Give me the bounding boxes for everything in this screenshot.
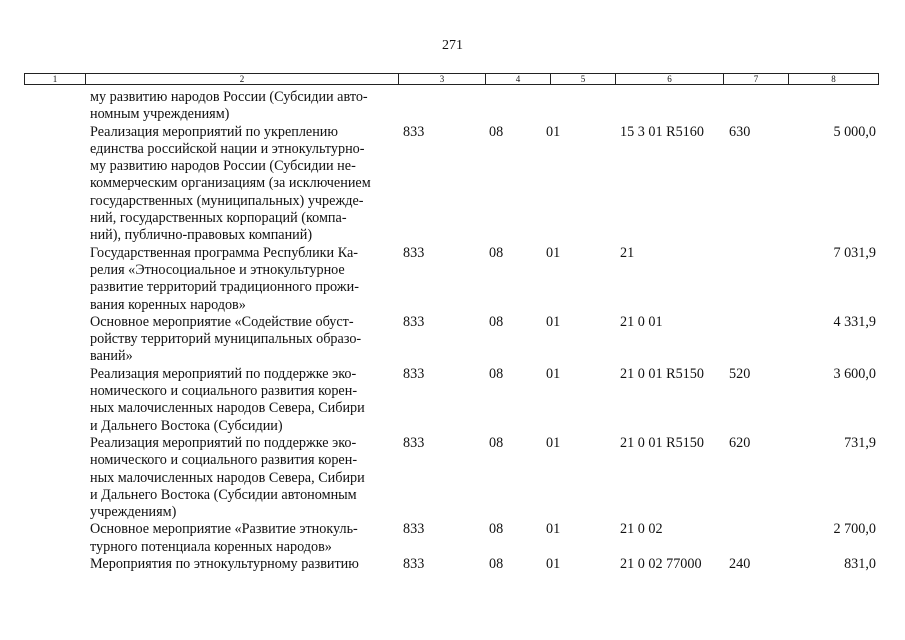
- row-name-line: ний), публично-правовых компаний): [90, 227, 313, 244]
- row-sum: 7 031,9: [833, 244, 876, 261]
- row-section-code: 08: [489, 365, 504, 382]
- row-target-article: 21 0 01 R5150: [620, 434, 704, 451]
- row-sum: 5 000,0: [833, 123, 876, 140]
- row-sum: 731,9: [844, 434, 876, 451]
- row-subsection-code: 01: [546, 521, 561, 538]
- row-name-line: единства российской нации и этнокультурно-: [90, 140, 365, 157]
- row-name-line: му развитию народов России (Субсидии не-: [90, 158, 356, 175]
- row-name-line: ных малочисленных народов Севера, Сибири: [90, 400, 365, 417]
- row-subsection-code: 01: [546, 313, 561, 330]
- header-col-7: 7: [723, 74, 788, 84]
- table-header-row: [24, 73, 879, 85]
- header-col-3: 3: [398, 74, 485, 84]
- row-target-article: 21: [620, 244, 635, 261]
- table-row: [0, 124, 905, 245]
- row-expense-type: 630: [729, 123, 751, 140]
- row-name-line: ройству территорий муниципальных образо-: [90, 331, 362, 348]
- row-sum: 3 600,0: [833, 365, 876, 382]
- row-section-code: 08: [489, 123, 504, 140]
- row-section-code: 08: [489, 434, 504, 451]
- row-name: [90, 89, 396, 124]
- row-expense-type: 620: [729, 434, 751, 451]
- header-col-2: 2: [85, 74, 398, 84]
- row-name: [90, 366, 396, 435]
- row-name-line: и Дальнего Востока (Субсидии автономным: [90, 486, 357, 503]
- header-col-5: 5: [550, 74, 615, 84]
- row-name: [90, 124, 396, 245]
- table-row: [0, 89, 905, 124]
- table-row: [0, 556, 905, 573]
- row-sum: 831,0: [844, 556, 876, 573]
- row-subsection-code: 01: [546, 434, 561, 451]
- row-name-line: му развитию народов России (Субсидии авто-: [90, 89, 368, 105]
- row-target-article: 21 0 02 77000: [620, 556, 702, 573]
- row-section-code: 08: [489, 313, 504, 330]
- row-subsection-code: 01: [546, 244, 561, 261]
- row-name: [90, 556, 396, 573]
- row-section-code: 08: [489, 244, 504, 261]
- row-name: [90, 314, 396, 366]
- table-row: [0, 366, 905, 435]
- row-name-line: Основное мероприятие «Содействие обуст-: [90, 313, 354, 330]
- row-name-line: турного потенциала коренных народов»: [90, 538, 332, 555]
- table-body: [0, 89, 905, 573]
- header-col-1: 1: [52, 74, 58, 84]
- row-target-article: 15 3 01 R5160: [620, 123, 704, 140]
- row-name-line: и Дальнего Востока (Субсидии): [90, 417, 283, 434]
- row-admin-code: 833: [403, 556, 425, 573]
- row-name-line: ваний»: [90, 348, 133, 365]
- row-name-line: релия «Этносоциальное и этнокультурное: [90, 261, 345, 278]
- row-admin-code: 833: [403, 123, 425, 140]
- table-row: [0, 245, 905, 314]
- row-name-line: Мероприятия по этнокультурному развитию: [90, 556, 359, 573]
- row-name-line: Реализация мероприятий по поддержке эко-: [90, 434, 357, 451]
- row-expense-type: 240: [729, 556, 751, 573]
- row-subsection-code: 01: [546, 365, 561, 382]
- row-name-line: Основное мероприятие «Развитие этнокуль-: [90, 521, 358, 538]
- row-admin-code: 833: [403, 244, 425, 261]
- header-col-6: 6: [615, 74, 723, 84]
- row-name-line: Реализация мероприятий по поддержке эко-: [90, 365, 357, 382]
- row-name-line: номным учреждениям): [90, 106, 230, 123]
- row-target-article: 21 0 01 R5150: [620, 365, 704, 382]
- row-target-article: 21 0 02: [620, 521, 663, 538]
- table-row: [0, 435, 905, 521]
- row-name: [90, 245, 396, 314]
- row-subsection-code: 01: [546, 556, 561, 573]
- row-name: [90, 521, 396, 556]
- row-name-line: государственных (муниципальных) учрежде-: [90, 192, 364, 209]
- row-name-line: ных малочисленных народов Севера, Сибири: [90, 469, 365, 486]
- row-admin-code: 833: [403, 434, 425, 451]
- header-col-4: 4: [485, 74, 550, 84]
- row-admin-code: 833: [403, 365, 425, 382]
- row-target-article: 21 0 01: [620, 313, 663, 330]
- row-sum: 4 331,9: [833, 313, 876, 330]
- row-admin-code: 833: [403, 521, 425, 538]
- table-row: [0, 521, 905, 556]
- row-subsection-code: 01: [546, 123, 561, 140]
- row-name: [90, 435, 396, 521]
- row-name-line: Реализация мероприятий по укреплению: [90, 123, 338, 140]
- row-name-line: вания коренных народов»: [90, 296, 246, 313]
- row-name-line: Государственная программа Республики Ка-: [90, 244, 358, 261]
- row-name-line: коммерческим организациям (за исключением: [90, 175, 371, 192]
- page-number: 271: [442, 38, 463, 53]
- row-name-line: номического и социального развития корен-: [90, 452, 358, 469]
- row-sum: 2 700,0: [833, 521, 876, 538]
- row-name-line: номического и социального развития корен-: [90, 383, 358, 400]
- header-col-8: 8: [788, 74, 878, 84]
- row-name-line: ний, государственных корпораций (компа-: [90, 210, 347, 227]
- row-section-code: 08: [489, 521, 504, 538]
- row-name-line: учреждениям): [90, 504, 177, 521]
- row-admin-code: 833: [403, 313, 425, 330]
- table-row: [0, 314, 905, 366]
- row-name-line: развитие территорий традиционного прожи-: [90, 279, 359, 296]
- row-section-code: 08: [489, 556, 504, 573]
- row-expense-type: 520: [729, 365, 751, 382]
